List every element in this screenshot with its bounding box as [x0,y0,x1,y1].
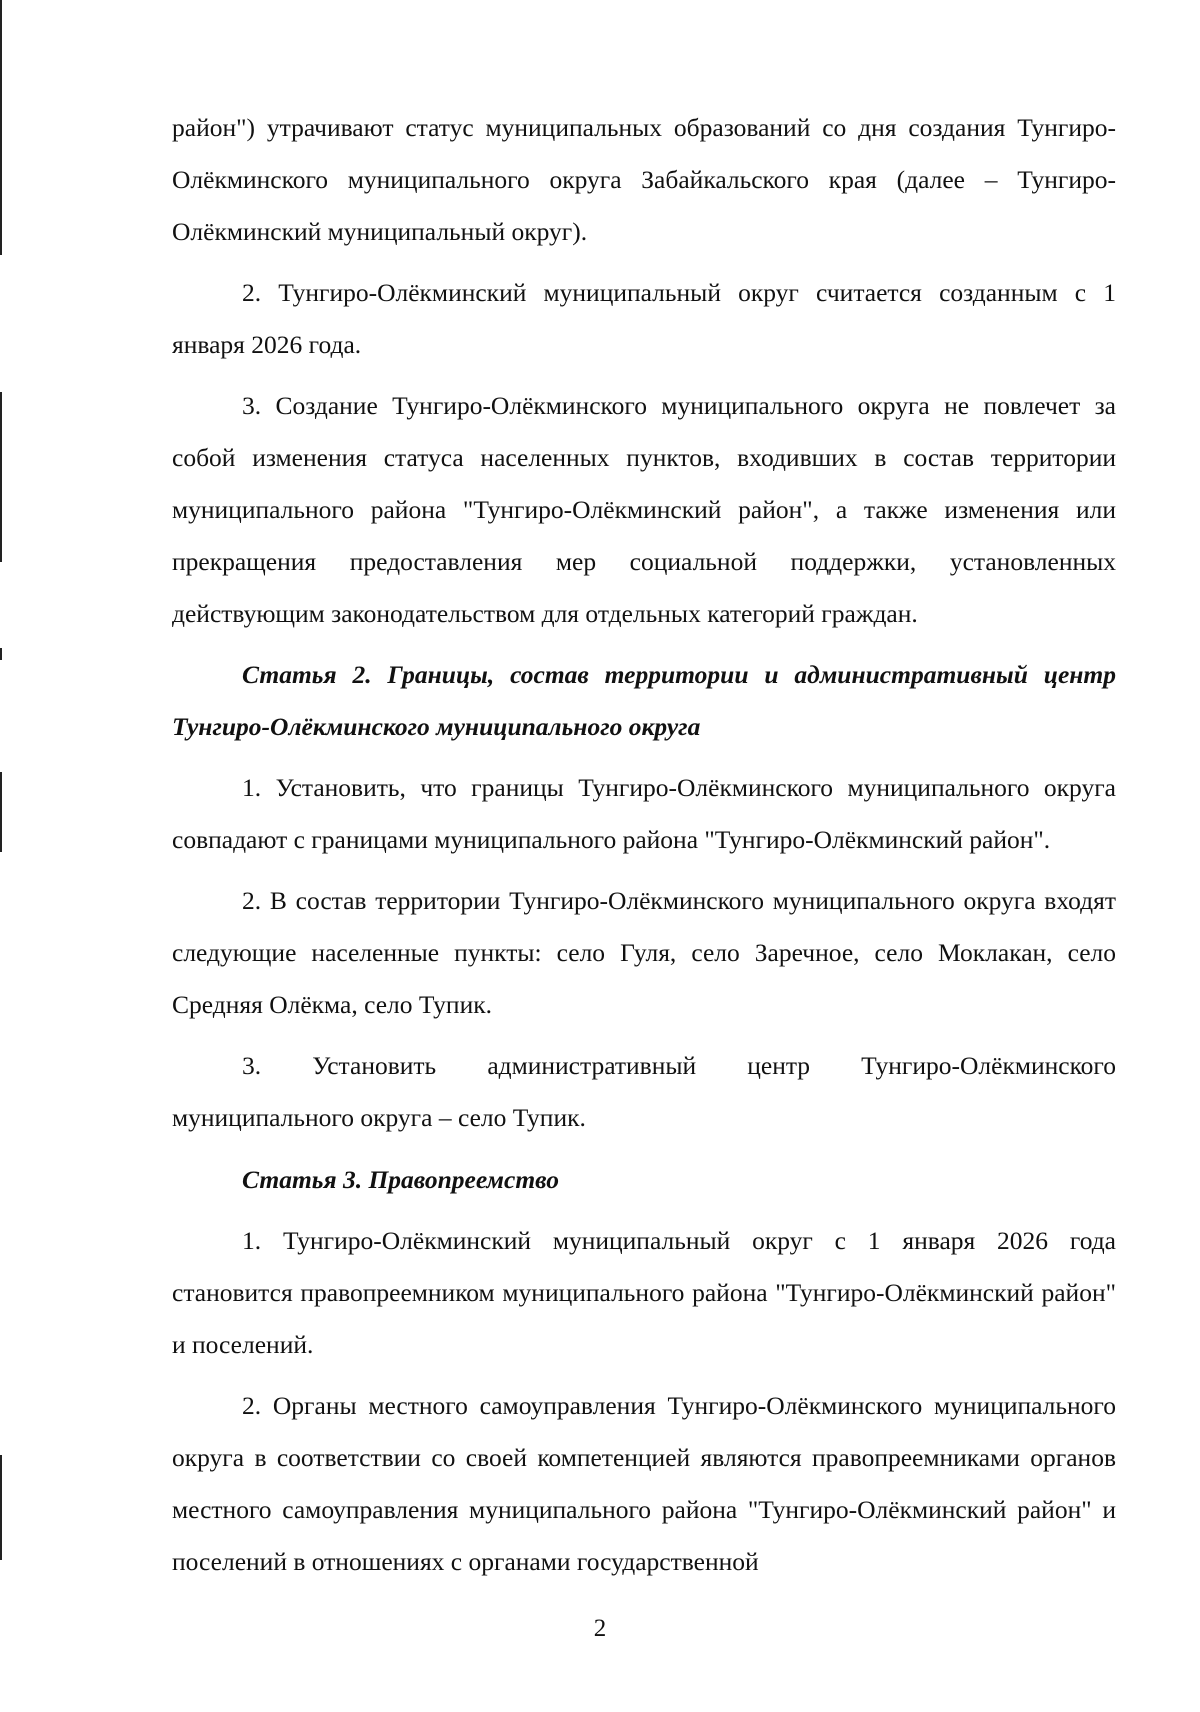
paragraph-1-3: 3. Создание Тунгиро-Олёкминского муниципального округа не повлечет за собой изменения статуса населенных пунктов, входивших в состав территории муниципального района "Тунгиро-Олёкминский район", а также изменения или прекращения предоставления мер социальной поддержки, установленных действующим законодательством для отдельных категорий граждан. [172,391,1116,628]
article-2-paragraph-1: 1. Установить, что границы Тунгиро-Олёкминского муниципального округа совпадают с границами муниципального района "Тунгиро-Олёкминский район". [172,773,1116,854]
article-2-paragraph-3: 3. Установить административный центр Тунгиро-Олёкминского муниципального округа – село Тупик. [172,1051,1116,1132]
page-number: 2 [593,1615,607,1642]
paragraph-1-2: 2. Тунгиро-Олёкминский муниципальный округ считается созданным с 1 января 2026 года. [172,278,1116,359]
article-2-heading: Статья 2. Границы, состав территории и административный центр Тунгиро-Олёкминского муниципального округа [172,660,1116,741]
article-3-paragraph-1: 1. Тунгиро-Олёкминский муниципальный округ с 1 января 2026 года становится правопреемником муниципального района "Тунгиро-Олёкминский район" и поселений. [172,1226,1116,1359]
article-3-heading: Статья 3. Правопреемство [242,1165,559,1194]
scan-edge-mark [0,1455,2,1560]
scan-edge-mark [0,0,2,255]
scan-edge-mark [0,772,2,852]
article-3-paragraph-2: 2. Органы местного самоуправления Тунгиро-Олёкминского муниципального округа в соответствии со своей компетенцией являются правопреемниками органов местного самоуправления муниципального района "Тунгиро-Олёкминский район" и поселений в отношениях с органами государственной [172,1391,1116,1576]
article-2-paragraph-2: 2. В состав территории Тунгиро-Олёкминского муниципального округа входят следующие населенные пункты: село Гуля, село Заречное, село Моклакан, село Средняя Олёкма, село Тупик. [172,886,1116,1019]
scan-edge-mark [0,648,2,660]
paragraph-continuation: район") утрачивают статус муниципальных образований со дня создания Тунгиро-Олёкминского муниципального округа Забайкальского края (далее – Тунгиро-Олёкминский муниципальный округ). [172,113,1116,246]
document-body [172,102,1116,1597]
scan-edge-mark [0,392,2,562]
